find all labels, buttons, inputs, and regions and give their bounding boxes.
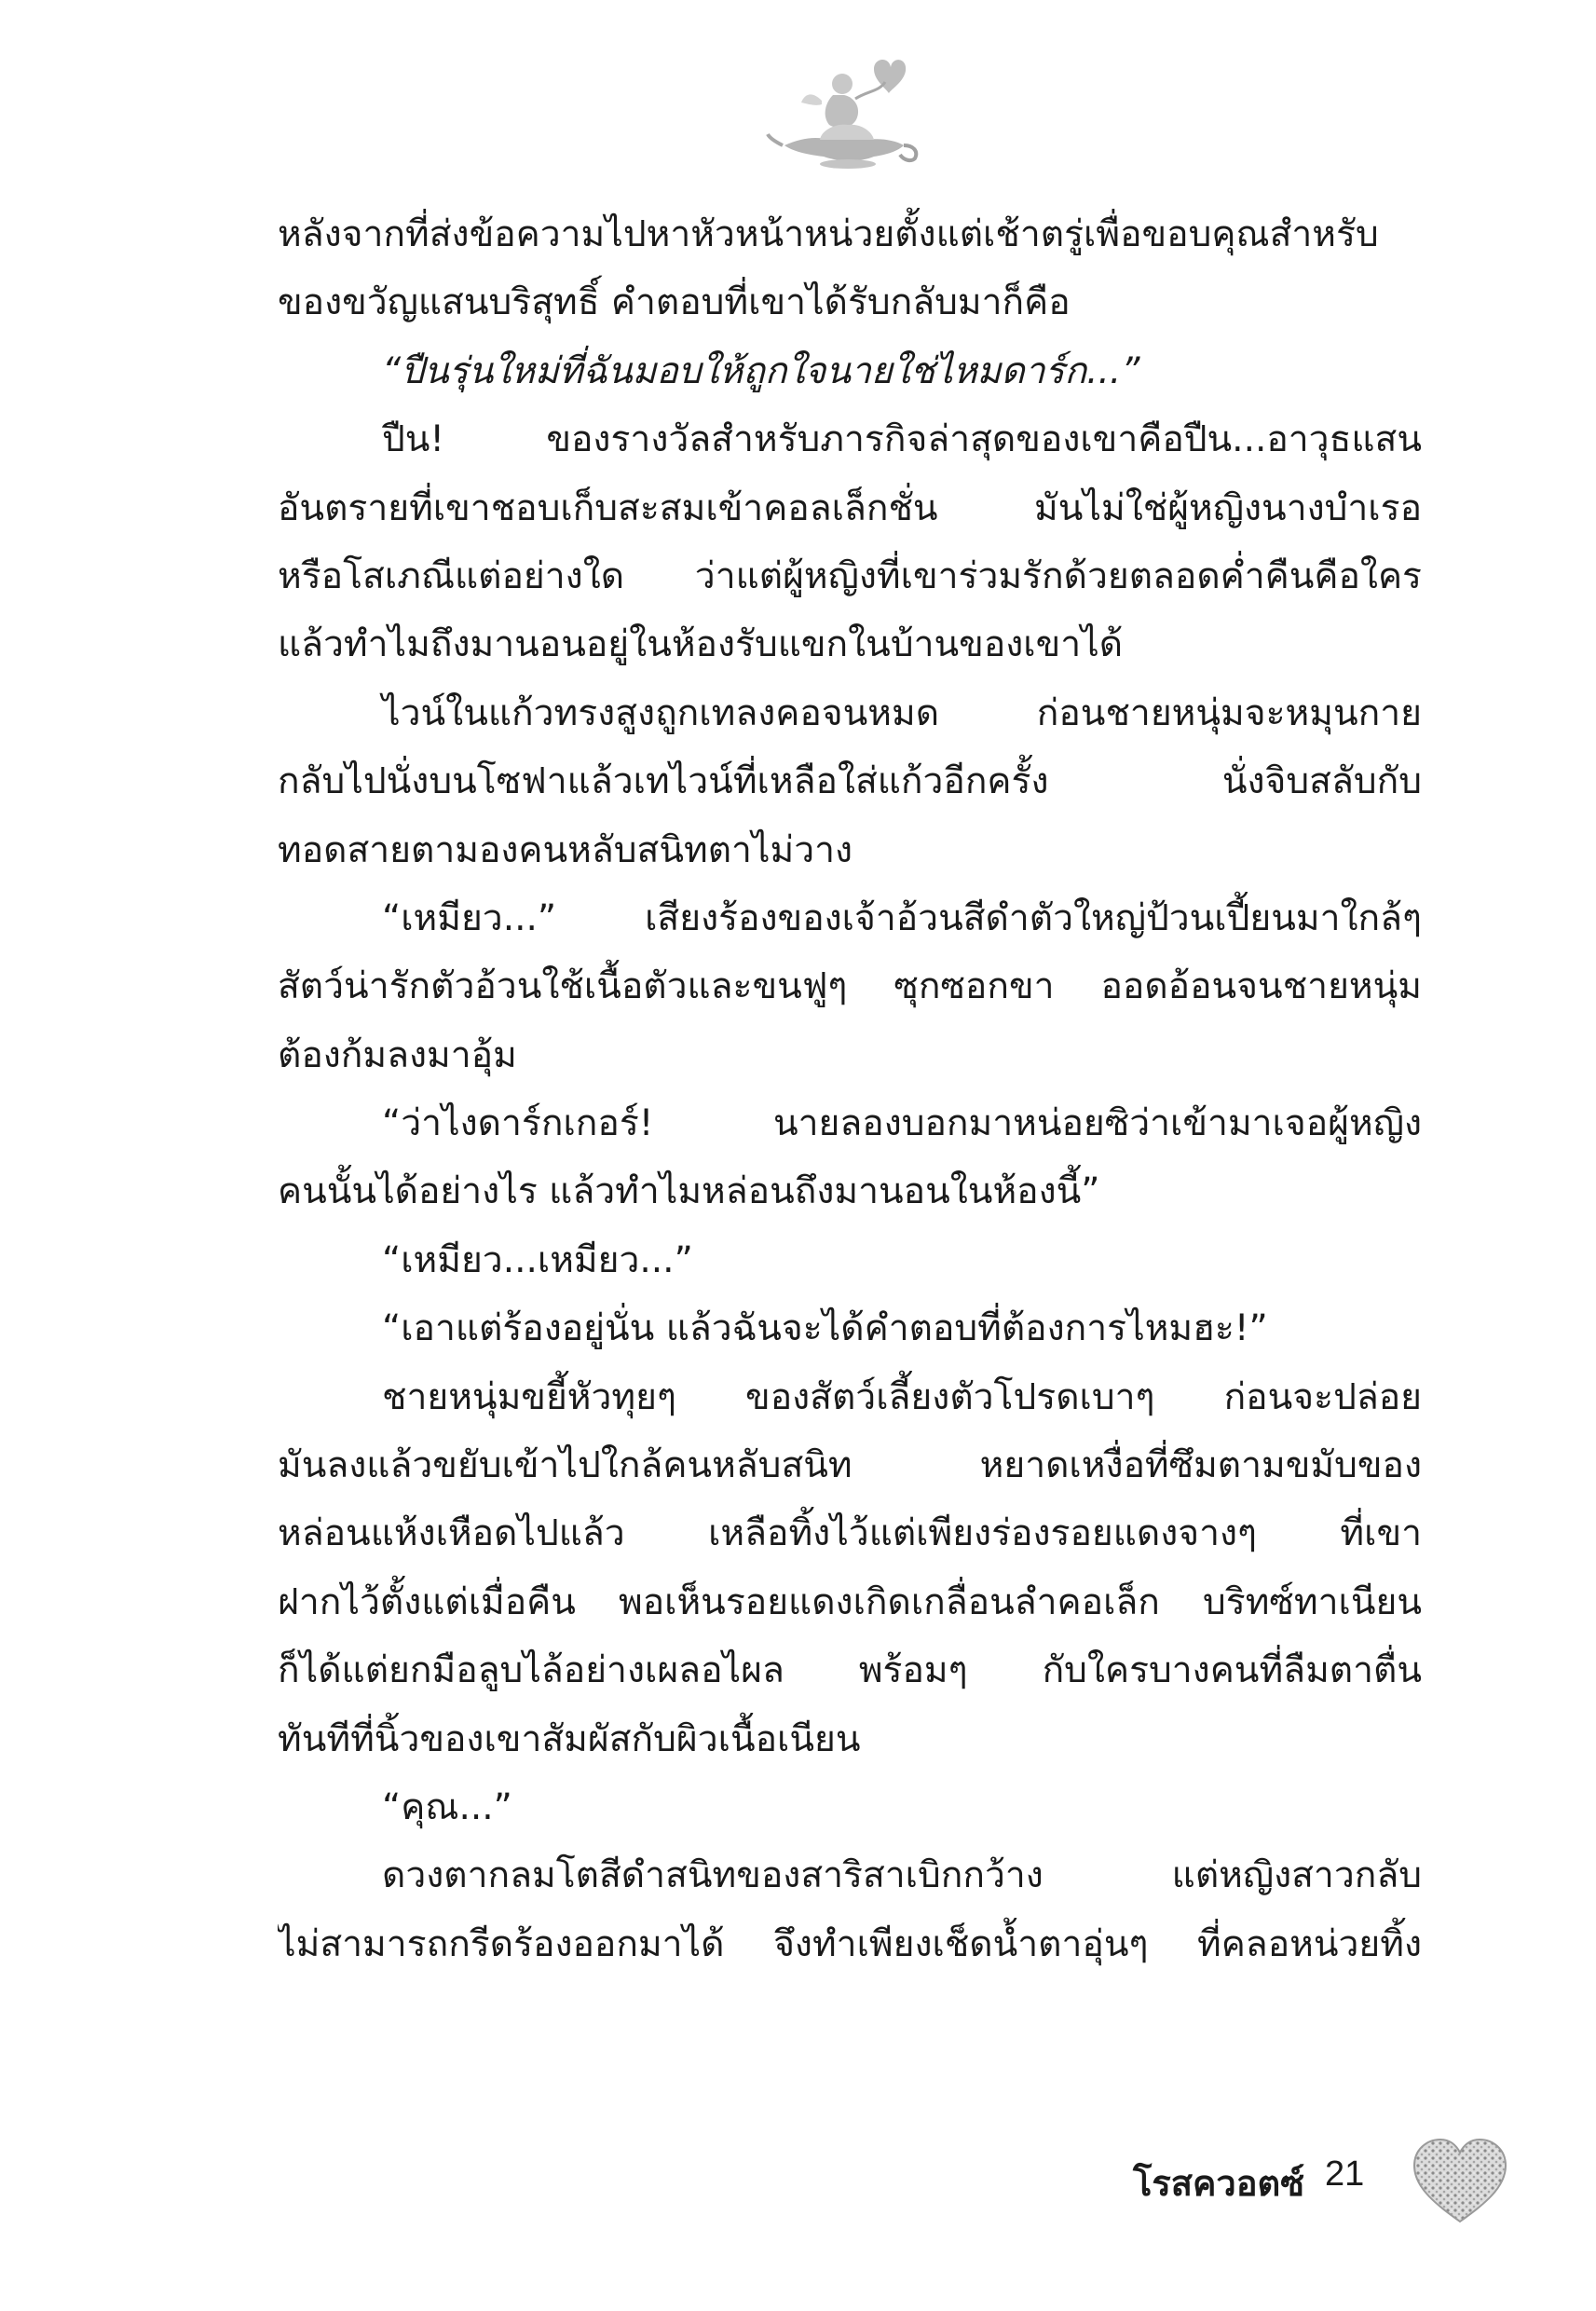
text-line: กลับไปนั่งบนโซฟาแล้วเทไวน์ที่เหลือใส่แก้วอีกครั้ง นั่งจิบสลับกับ	[278, 760, 1422, 803]
text-line: ทันทีที่นิ้วของเขาสัมผัสกับผิวเนื้อเนียน	[278, 1717, 861, 1760]
heart-ornament-icon	[1409, 2134, 1511, 2227]
text-line: “ว่าไงดาร์กเกอร์! นายลองบอกมาหน่อยซิว่าเข้ามาเจอผู้หญิง	[382, 1102, 1422, 1145]
text-line: หรือโสเภณีแต่อย่างใด ว่าแต่ผู้หญิงที่เขาร่วมรักด้วยตลอดค่ำคืนคือใคร	[278, 554, 1422, 597]
text-line: “เหมียว...เหมียว...”	[382, 1238, 693, 1281]
text-line: “เหมียว...” เสียงร้องของเจ้าอ้วนสีดำตัวใหญ่ป้วนเปี้ยนมาใกล้ๆ	[382, 896, 1422, 939]
text-line: คนนั้นได้อย่างไร แล้วทำไมหล่อนถึงมานอนในห้องนี้”	[278, 1170, 1100, 1213]
text-line: ดวงตากลมโตสีดำสนิทของสาริสาเบิกกว้าง แต่หญิงสาวกลับ	[382, 1854, 1422, 1897]
book-title: โรสควอตซ์	[1132, 2163, 1304, 2204]
text-line: ปืน! ของรางวัลสำหรับภารกิจล่าสุดของเขาคือปืน...อาวุธแสน	[382, 418, 1422, 461]
text-line: สัตว์น่ารักตัวอ้วนใช้เนื้อตัวและขนฟูๆ ซุกซอกขา ออดอ้อนจนชายหนุ่ม	[278, 965, 1422, 1008]
text-line: ทอดสายตามองคนหลับสนิทตาไม่วาง	[278, 828, 853, 871]
text-line: ของขวัญแสนบริสุทธิ์ คำตอบที่เขาได้รับกลับมาก็คือ	[278, 281, 1071, 324]
text-line: หลังจากที่ส่งข้อความไปหาหัวหน้าหน่วยตั้งแต่เช้าตรู่เพื่อขอบคุณสำหรับ	[278, 213, 1379, 255]
text-line: “คุณ...”	[382, 1785, 512, 1828]
text-line: ก็ได้แต่ยกมือลูบไล้อย่างเผลอไผล พร้อมๆ กับใครบางคนที่ลืมตาตื่น	[278, 1649, 1422, 1692]
text-line: ต้องก้มลงมาอุ้ม	[278, 1033, 517, 1076]
page-footer	[1118, 2134, 1565, 2236]
text-line: หล่อนแห้งเหือดไปแล้ว เหลือทิ้งไว้แต่เพียงร่องรอยแดงจางๆ ที่เขา	[278, 1512, 1422, 1555]
cupid-teapot-icon	[764, 48, 932, 188]
text-line: ฝากไว้ตั้งแต่เมื่อคืน พอเห็นรอยแดงเกิดเกลื่อนลำคอเล็ก บริทซ์ทาเนียน	[278, 1580, 1422, 1623]
text-line: แล้วทำไมถึงมานอนอยู่ในห้องรับแขกในบ้านของเขาได้	[278, 623, 1124, 666]
text-line: อันตรายที่เขาชอบเก็บสะสมเข้าคอลเล็กชั่น มันไม่ใช่ผู้หญิงนางบำเรอ	[278, 486, 1422, 529]
body-text	[278, 200, 1422, 1978]
text-line: มันลงแล้วขยับเข้าไปใกล้คนหลับสนิท หยาดเหงื่อที่ซึมตามขมับของ	[278, 1444, 1422, 1487]
text-line: ชายหนุ่มขยี้หัวทุยๆ ของสัตว์เลี้ยงตัวโปรดเบาๆ ก่อนจะปล่อย	[382, 1375, 1422, 1418]
page-number: 21	[1325, 2154, 1365, 2194]
text-line: “เอาแต่ร้องอยู่นั่น แล้วฉันจะได้คำตอบที่ต้องการไหมฮะ!”	[382, 1307, 1268, 1350]
text-line: ไม่สามารถกรีดร้องออกมาได้ จึงทำเพียงเช็ดน้ำตาอุ่นๆ ที่คลอหน่วยทิ้ง	[278, 1922, 1422, 1965]
text-line: ไวน์ในแก้วทรงสูงถูกเทลงคอจนหมด ก่อนชายหนุ่มจะหมุนกาย	[382, 691, 1422, 734]
text-line: “ปืนรุ่นใหม่ที่ฉันมอบให้ถูกใจนายใช่ไหมดาร์ก...”	[382, 349, 1140, 392]
